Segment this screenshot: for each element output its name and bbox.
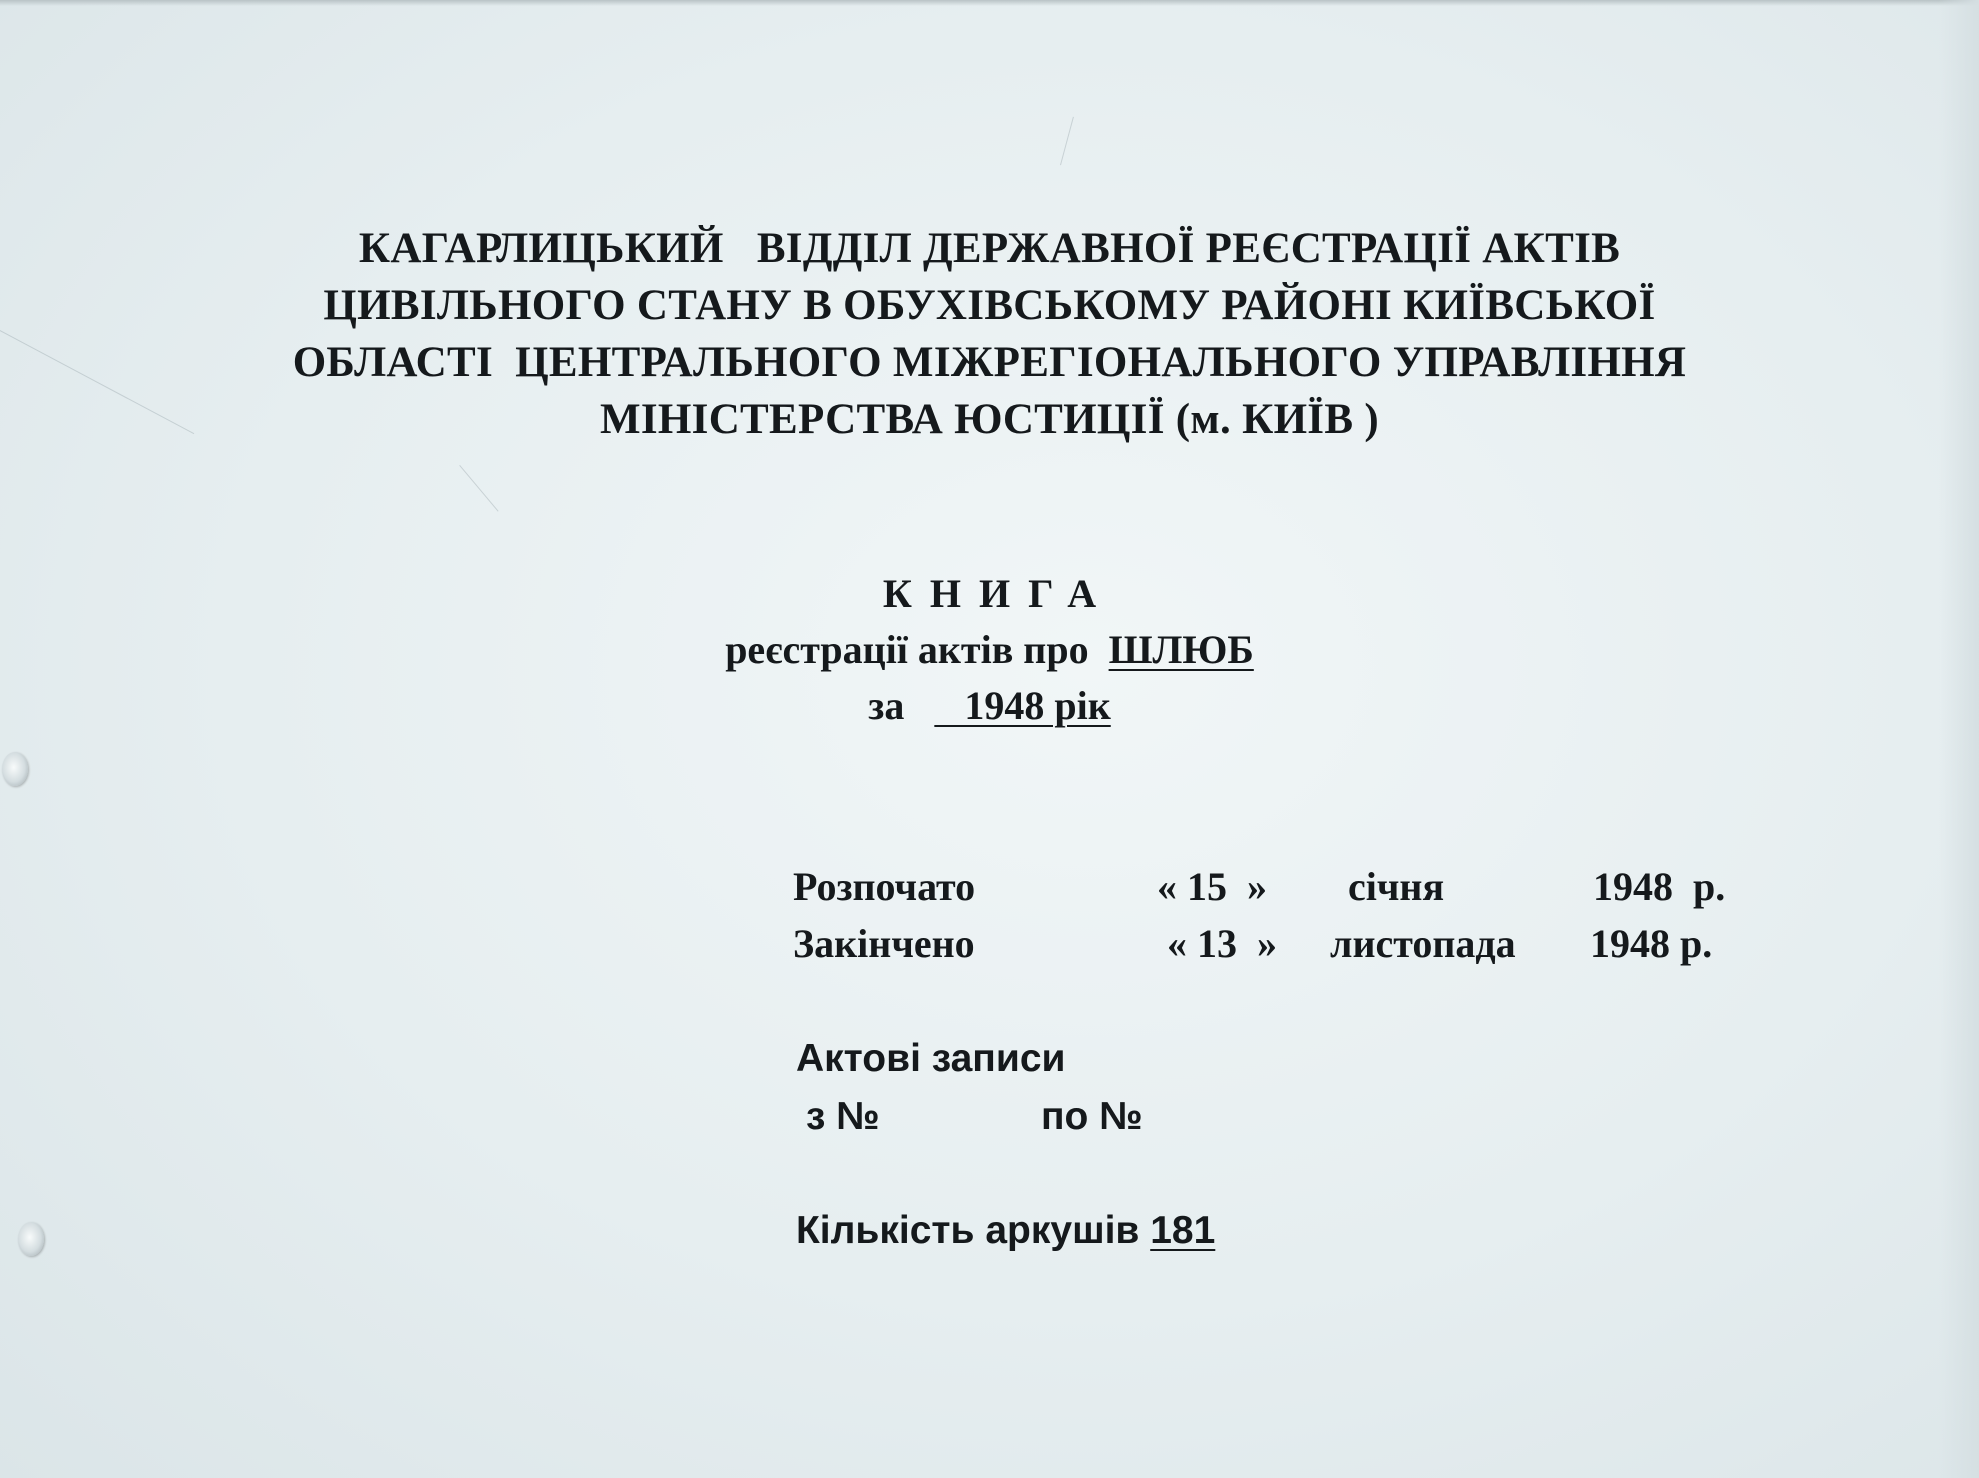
book-year-prefix: за bbox=[868, 683, 935, 728]
book-record-type: ШЛЮБ bbox=[1108, 627, 1254, 672]
book-year-value: 1948 рік bbox=[934, 683, 1111, 728]
started-label: Розпочато bbox=[793, 864, 976, 909]
header-line-1: КАГАРЛИЦЬКИЙ ВІДДІЛ ДЕРЖАВНОЇ РЕЄСТРАЦІЇ АКТІВ bbox=[358, 225, 1621, 272]
started-day: « 15 » bbox=[1157, 864, 1267, 909]
book-title-block bbox=[0, 566, 1979, 734]
book-title: КНИГА bbox=[882, 571, 1115, 616]
binder-hole-lower bbox=[18, 1222, 44, 1256]
acts-label-row bbox=[796, 1030, 1296, 1088]
started-year: 1948 р. bbox=[1593, 864, 1726, 909]
book-dates bbox=[793, 858, 1793, 972]
started-row bbox=[793, 858, 1793, 915]
sheet-count-value: 181 bbox=[1150, 1209, 1216, 1252]
page-top-shadow bbox=[0, 0, 1979, 6]
finished-label: Закінчено bbox=[793, 921, 975, 966]
header-line-4: МІНІСТЕРСТВА ЮСТИЦІЇ (м. КИЇВ ) bbox=[600, 396, 1379, 443]
finished-row bbox=[793, 915, 1793, 972]
binder-hole-upper bbox=[2, 752, 28, 786]
sheet-count-line bbox=[796, 1202, 1215, 1260]
paper-scratch bbox=[459, 465, 498, 512]
paper-scratch bbox=[1060, 117, 1074, 166]
finished-month: листопада bbox=[1330, 921, 1516, 966]
finished-day: « 13 » bbox=[1167, 921, 1277, 966]
started-month: січня bbox=[1348, 864, 1445, 909]
acts-label: Актові записи bbox=[796, 1037, 1066, 1080]
institution-header bbox=[0, 220, 1979, 448]
finished-year: 1948 р. bbox=[1590, 921, 1713, 966]
header-line-2: ЦИВІЛЬНОГО СТАНУ В ОБУХІВСЬКОМУ РАЙОНІ КИЇВСЬКОЇ bbox=[323, 282, 1656, 329]
sheet-count-label: Кількість аркушів bbox=[796, 1209, 1151, 1252]
acts-range-row bbox=[796, 1088, 1296, 1146]
book-year-line bbox=[0, 678, 1979, 734]
act-records-block bbox=[796, 1030, 1296, 1146]
book-subtitle-prefix: реєстрації актів про bbox=[725, 627, 1109, 672]
header-line-3: ОБЛАСТІ ЦЕНТРАЛЬНОГО МІЖРЕГІОНАЛЬНОГО УПРАВЛІННЯ bbox=[292, 339, 1687, 386]
acts-from-label: з № bbox=[806, 1095, 880, 1138]
book-subtitle bbox=[0, 622, 1979, 678]
acts-to-label: по № bbox=[1041, 1095, 1143, 1138]
